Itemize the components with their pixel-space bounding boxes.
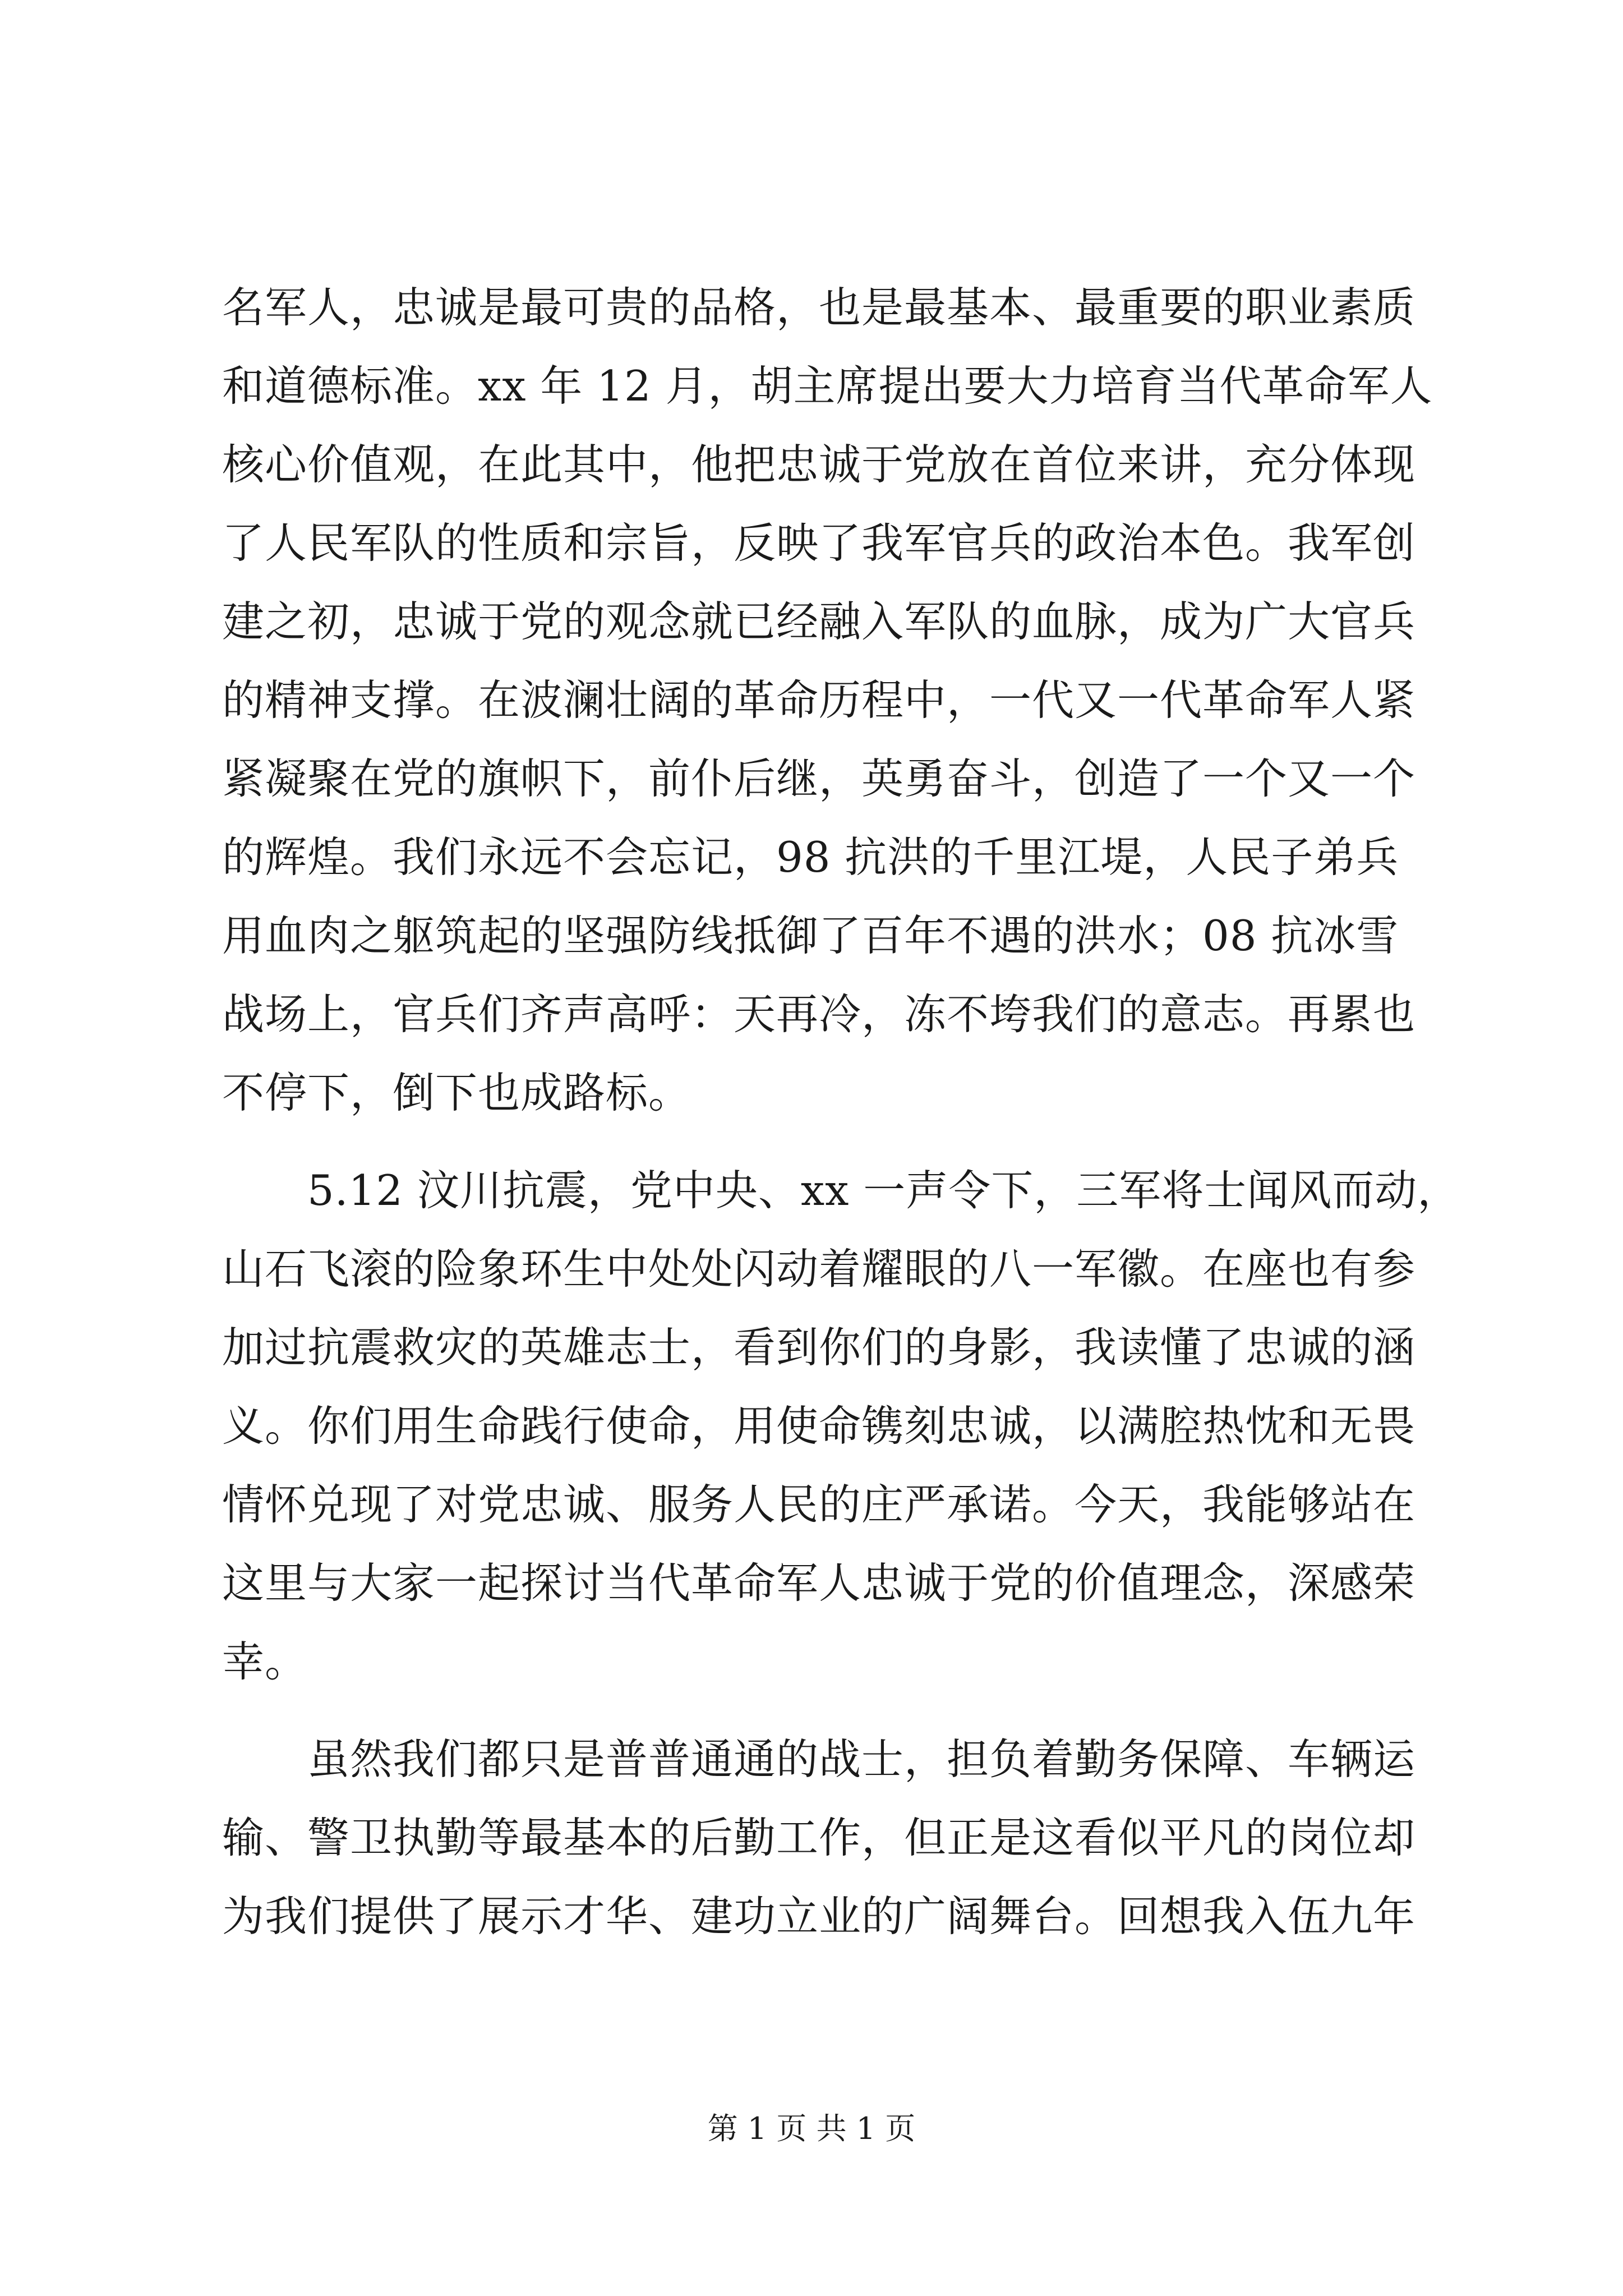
text-line: 不停下，倒下也成路标。 bbox=[222, 1068, 691, 1117]
text-line: 为我们提供了展示才华、建功立业的广阔舞台。回想我入伍九年 bbox=[222, 1892, 1416, 1941]
paragraph-2 bbox=[222, 1151, 1460, 1701]
text-line: 紧凝聚在党的旗帜下，前仆后继，英勇奋斗，创造了一个又一个 bbox=[222, 754, 1416, 803]
text-line: 义。你们用生命践行使命，用使命镌刻忠诚，以满腔热忱和无畏 bbox=[222, 1401, 1416, 1451]
text-line: 战场上，官兵们齐声高呼：天再冷，冻不垮我们的意志。再累也 bbox=[222, 990, 1416, 1039]
page-footer bbox=[0, 2109, 1623, 2148]
text-line: 输、警卫执勤等最基本的后勤工作，但正是这看似平凡的岗位却 bbox=[222, 1813, 1416, 1862]
text-line: 山石飞滚的险象环生中处处闪动着耀眼的八一军徽。在座也有参 bbox=[222, 1244, 1416, 1294]
paragraph-spacing bbox=[222, 1701, 1417, 1720]
text-line: 情怀兑现了对党忠诚、服务人民的庄严承诺。今天，我能够站在 bbox=[222, 1480, 1416, 1529]
text-line: 的精神支撑。在波澜壮阔的革命历程中，一代又一代革命军人紧 bbox=[222, 675, 1416, 725]
text-line: 和道德标准。xx 年 12 月，胡主席提出要大力培育当代革命军人 bbox=[222, 361, 1433, 411]
page-number-label: 第 1 页 共 1 页 bbox=[707, 2111, 916, 2146]
paragraph-3 bbox=[222, 1720, 1417, 1955]
text-line: 建之初，忠诚于党的观念就已经融入军队的血脉，成为广大官兵 bbox=[222, 597, 1416, 646]
paragraph-spacing bbox=[222, 1132, 1417, 1151]
document-body bbox=[222, 268, 1460, 1955]
text-line: 核心价值观，在此其中，他把忠诚于党放在首位来讲，充分体现 bbox=[222, 440, 1416, 489]
text-line: 这里与大家一起探讨当代革命军人忠诚于党的价值理念，深感荣 bbox=[222, 1558, 1416, 1608]
text-line: 的辉煌。我们永远不会忘记，98 抗洪的千里江堤，人民子弟兵 bbox=[222, 832, 1399, 882]
text-line: 名军人，忠诚是最可贵的品格，也是最基本、最重要的职业素质 bbox=[222, 283, 1416, 332]
text-line: 用血肉之躯筑起的坚强防线抵御了百年不遇的洪水；08 抗冰雪 bbox=[222, 911, 1399, 960]
text-line: 虽然我们都只是普普通通的战士，担负着勤务保障、车辆运 bbox=[222, 1734, 1416, 1784]
paragraph-1 bbox=[222, 268, 1433, 1132]
text-line: 幸。 bbox=[222, 1637, 308, 1686]
text-line: 5.12 汶川抗震，党中央、xx 一声令下，三军将士闻风而动， bbox=[222, 1166, 1460, 1215]
text-line: 加过抗震救灾的英雄志士，看到你们的身影，我读懂了忠诚的涵 bbox=[222, 1323, 1416, 1372]
text-line: 了人民军队的性质和宗旨，反映了我军官兵的政治本色。我军创 bbox=[222, 518, 1416, 568]
